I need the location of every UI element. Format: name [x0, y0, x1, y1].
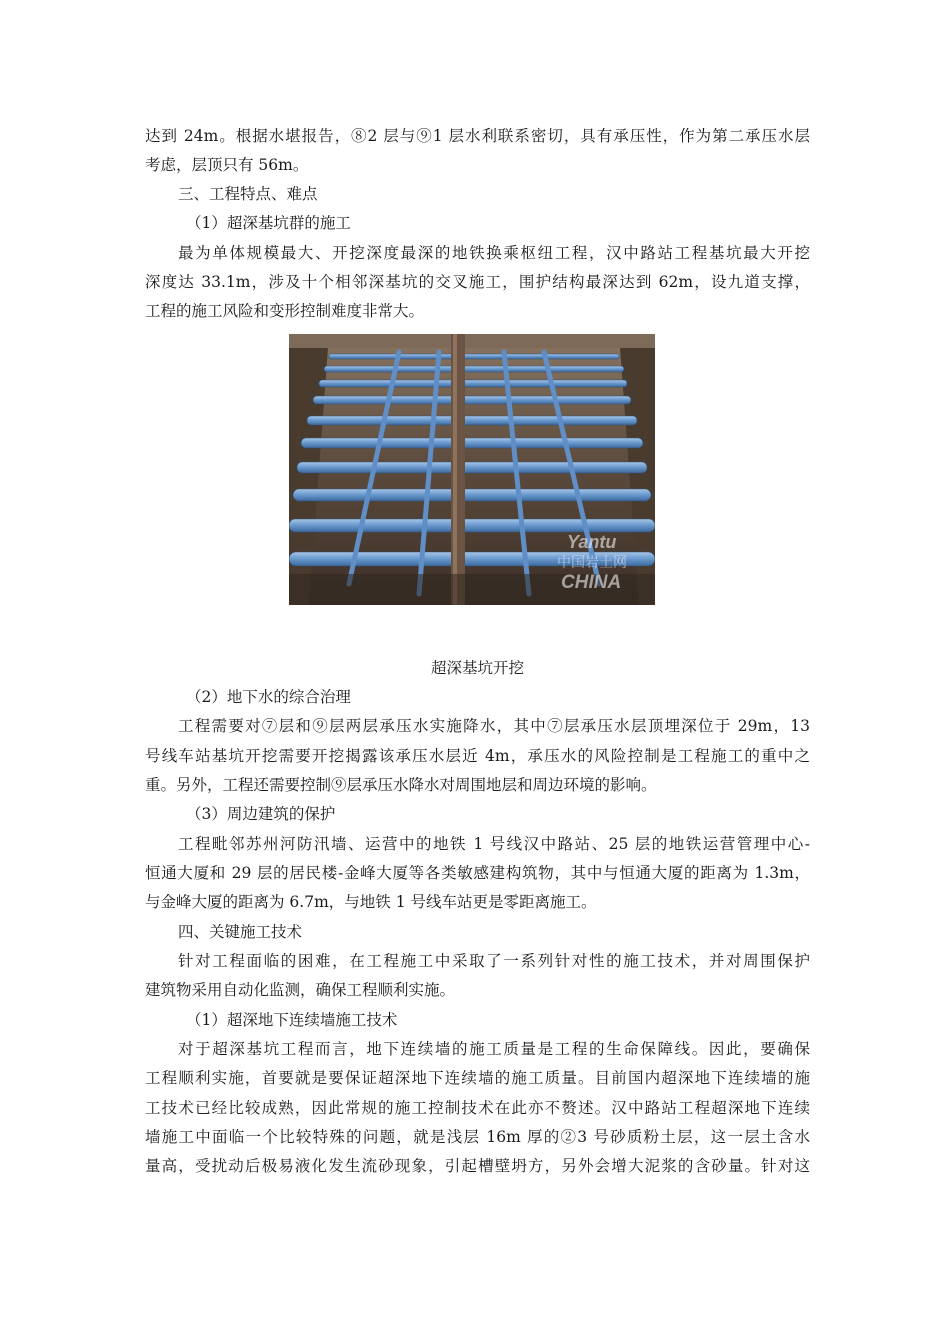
excavation-photo-drawing	[289, 334, 655, 605]
subsection-heading: （2）地下水的综合治理	[186, 688, 351, 706]
paragraph-line: 达到 24m。根据水堪报告，⑧2 层与⑨1 层水利联系密切，具有承压性，作为第二承压水层	[145, 127, 810, 145]
paragraph-line: 工程需要对⑦层和⑨层两层承压水实施降水，其中⑦层承压水层顶埋深位于 29m，13	[178, 717, 810, 735]
paragraph-line: 建筑物采用自动化监测，确保工程顺利实施。	[145, 981, 456, 999]
watermark-text: Yantu	[567, 532, 617, 552]
subsection-heading: （1）超深基坑群的施工	[186, 214, 351, 232]
subsection-heading: （3）周边建筑的保护	[186, 805, 336, 823]
paragraph-line: 考虑，层顶只有 56m。	[145, 156, 309, 174]
paragraph-line: 针对工程面临的困难，在工程施工中采取了一系列针对性的施工技术，并对周围保护	[178, 952, 810, 970]
paragraph-line: 对于超深基坑工程而言，地下连续墙的施工质量是工程的生命保障线。因此，要确保	[178, 1040, 810, 1058]
paragraph-line: 工程的施工风险和变形控制难度非常大。	[145, 302, 425, 320]
paragraph-line: 最为单体规模最大、开挖深度最深的地铁换乘枢纽工程，汉中路站工程基坑最大开挖	[178, 244, 810, 262]
figure-caption: 超深基坑开挖	[430, 659, 524, 677]
paragraph-line: 量高，受扰动后极易液化发生流砂现象，引起槽壁坍方，另外会增大泥浆的含砂量。针对这	[145, 1157, 810, 1175]
paragraph-line: 工程毗邻苏州河防汛墙、运营中的地铁 1 号线汉中路站、25 层的地铁运营管理中心-	[178, 835, 810, 853]
watermark-text: CHINA	[561, 572, 622, 593]
paragraph-line: 工技术已经比较成熟，因此常规的施工控制技术在此亦不赘述。汉中路站工程超深地下连续	[145, 1099, 810, 1117]
paragraph-line: 号线车站基坑开挖需要开挖揭露该承压水层近 4m，承压水的风险控制是工程施工的重中之	[145, 747, 810, 765]
watermark-text: 中国岩土网	[557, 554, 627, 570]
paragraph-line: 墙施工中面临一个比较特殊的问题，就是浅层 16m 厚的②3 号砂质粉土层，这一层土含水	[145, 1128, 810, 1146]
paragraph-line: 恒通大厦和 29 层的居民楼-金峰大厦等各类敏感建构筑物，其中与恒通大厦的距离为 1.3m，	[145, 864, 810, 882]
section-heading: 三、工程特点、难点	[178, 185, 318, 203]
section-heading: 四、关键施工技术	[178, 923, 303, 941]
paragraph-line: 深度达 33.1m，涉及十个相邻深基坑的交叉施工，围护结构最深达到 62m，设九道支撑，	[145, 273, 810, 291]
subsection-heading: （1）超深地下连续墙施工技术	[186, 1011, 398, 1029]
excavation-photo	[289, 334, 655, 605]
paragraph-line: 与金峰大厦的距离为 6.7m，与地铁 1 号线车站更是零距离施工。	[145, 893, 597, 911]
paragraph-line: 工程顺利实施，首要就是要保证超深地下连续墙的施工质量。目前国内超深地下连续墙的施	[145, 1069, 810, 1087]
paragraph-line: 重。另外，工程还需要控制⑨层承压水降水对周围地层和周边环境的影响。	[145, 776, 657, 794]
